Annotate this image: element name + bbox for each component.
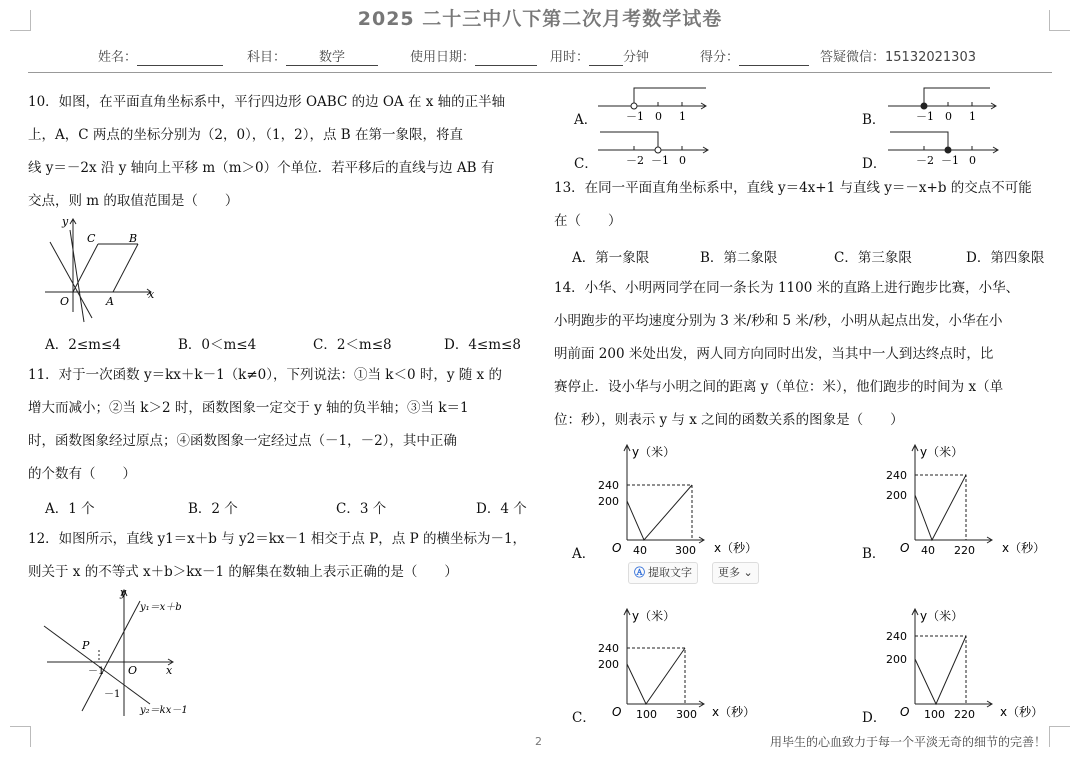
point-label-c: C <box>87 232 96 245</box>
numline-option-d <box>886 126 1006 168</box>
name-field: 姓名： <box>98 46 223 66</box>
question-line: 小明跑步的平均速度分别为 3 米/秒和 5 米/秒，小明从起点出发，小华在小 <box>554 313 1003 329</box>
point-label-a: A <box>106 295 114 308</box>
question-line: 则关于 x 的不等式 x＋b＞kx－1 的解集在数轴上表示正确的是（ ） <box>28 564 458 580</box>
q10-figure <box>40 212 170 324</box>
point-label-b: B <box>129 232 138 245</box>
question-10 <box>28 86 505 218</box>
q14-graph-d <box>880 602 1060 724</box>
q14-graph-d-label: D． <box>862 710 887 726</box>
q13-option-c: C．第三象限 <box>834 250 912 266</box>
q13-option-d: D．第四象限 <box>966 250 1045 266</box>
line1-label: y₁＝x＋b <box>140 602 182 613</box>
tick-label-240: 240 <box>886 630 907 643</box>
tick-label-x2: 220 <box>954 708 975 721</box>
tick-label: －1 <box>941 154 959 167</box>
axis-label-x: x（秒） <box>1000 705 1044 719</box>
origin-label: O <box>612 705 622 719</box>
tick-label: 0 <box>655 110 662 123</box>
tick-label-x2: 300 <box>675 544 696 557</box>
tick-label-x1: 40 <box>633 544 647 557</box>
q14-graph-a-label: A． <box>572 546 596 562</box>
q10-option-c: C．2＜m≤8 <box>313 337 392 353</box>
q10-option-b: B．0＜m≤4 <box>178 337 257 353</box>
tick-label: －2 <box>626 154 644 167</box>
question-line: 14．小华、小明两同学在同一条长为 1100 米的直路上进行跑步比赛，小华、 <box>554 280 1020 296</box>
q14-graph-c-label: C． <box>572 710 596 726</box>
q10-option-d: D．4≤m≤8 <box>444 337 521 353</box>
numline-option-a-label: A． <box>574 112 598 128</box>
origin-label: O <box>128 664 138 677</box>
question-line: 的个数有（ ） <box>28 466 136 482</box>
numline-option-b <box>886 84 1006 126</box>
question-line: 上，A，C 两点的坐标分别为（2，0），（1，2），点 B 在第一象限，将直 <box>28 127 463 143</box>
axis-label-x: x <box>148 288 155 301</box>
question-line: 10．如图，在平面直角坐标系中，平行四边形 OABC 的边 OA 在 x 轴的正半轴 <box>28 94 506 110</box>
score-field: 得分： <box>700 46 809 66</box>
tick-label-240: 240 <box>598 642 619 655</box>
q11-option-b: B．2 个 <box>188 501 238 517</box>
question-line: 在（ ） <box>554 213 622 229</box>
extract-text-button[interactable]: Ⓐ 提取文字 <box>628 562 698 584</box>
crop-mark <box>10 726 31 747</box>
q13-option-a: A．第一象限 <box>572 250 650 266</box>
tick-label-x2: 220 <box>954 544 975 557</box>
axis-label-x: x（秒） <box>712 705 756 719</box>
text-recognize-icon: Ⓐ <box>634 566 645 579</box>
tick-label: －2 <box>916 154 934 167</box>
q11-option-a: A．1 个 <box>45 501 95 517</box>
question-13 <box>554 172 1032 238</box>
numline-option-d-label: D． <box>862 156 887 172</box>
axis-label-x: x（秒） <box>1002 541 1046 555</box>
tick-label-x1: 100 <box>924 708 945 721</box>
axis-label-y: y（米） <box>632 445 676 459</box>
tick-label-200: 200 <box>598 658 619 671</box>
origin-label: O <box>60 295 70 308</box>
q14-graph-a <box>592 438 772 560</box>
tick-label: －1 <box>626 110 644 123</box>
tick-label-minus1-x: －1 <box>88 666 105 677</box>
q11-option-d: D．4 个 <box>476 501 527 517</box>
tick-label-x1: 40 <box>921 544 935 557</box>
numline-option-a <box>596 84 716 126</box>
axis-label-x: x（秒） <box>714 541 758 555</box>
numline-option-b-label: B． <box>862 112 886 128</box>
question-line: 13．在同一平面直角坐标系中，直线 y＝4x+1 与直线 y＝－x+b 的交点不可能 <box>554 180 1032 196</box>
origin-label: O <box>612 541 622 555</box>
axis-label-y: y <box>62 215 69 228</box>
tick-label: －1 <box>916 110 934 123</box>
q14-graph-b <box>880 438 1060 560</box>
question-12 <box>28 523 526 589</box>
tick-label-x2: 300 <box>676 708 697 721</box>
footer-motto: 用毕生的心血致力于每一个平淡无奇的细节的完善！ <box>769 735 1046 749</box>
q14-graph-c <box>592 602 772 724</box>
origin-label: O <box>900 541 910 555</box>
tick-label: 0 <box>679 154 686 167</box>
tick-label: 1 <box>969 110 976 123</box>
subject-field: 科目： 数学 <box>247 46 378 66</box>
tick-label-minus1-y: －1 <box>104 689 121 700</box>
numline-option-c-label: C． <box>574 156 598 172</box>
tick-label: －1 <box>651 154 669 167</box>
axis-label-y: y（米） <box>632 609 676 623</box>
tick-label-x1: 100 <box>636 708 657 721</box>
q11-option-c: C．3 个 <box>336 501 387 517</box>
tick-label-200: 200 <box>886 489 907 502</box>
time-field: 用时： 分钟 <box>550 50 650 65</box>
question-line: 12．如图所示，直线 y1＝x＋b 与 y2＝kx－1 相交于点 P，点 P 的横坐标为－1， <box>28 531 527 547</box>
axis-label-y: y（米） <box>920 609 964 623</box>
tick-label-200: 200 <box>598 495 619 508</box>
axis-label-y: y <box>120 586 127 599</box>
question-line: 交点，则 m 的取值范围是（ ） <box>28 193 239 209</box>
q14-graph-b-label: B． <box>862 546 886 562</box>
q12-figure <box>42 586 212 720</box>
question-14 <box>554 272 1019 437</box>
tick-label-240: 240 <box>598 479 619 492</box>
tick-label: 0 <box>969 154 976 167</box>
more-button[interactable]: 更多 ⌄ <box>712 562 759 584</box>
q10-option-a: A．2≤m≤4 <box>45 337 121 353</box>
tick-label-240: 240 <box>886 469 907 482</box>
page-number: 2 <box>535 735 542 748</box>
header-divider <box>28 72 1052 73</box>
q13-option-b: B．第二象限 <box>700 250 778 266</box>
axis-label-y: y（米） <box>920 445 964 459</box>
origin-label: O <box>900 705 910 719</box>
question-line: 明前面 200 米处出发，两人同方向同时出发，当其中一人到达终点时，比 <box>554 346 994 362</box>
question-line: 位：秒），则表示 y 与 x 之间的函数关系的图象是（ ） <box>554 412 904 428</box>
point-label-p: P <box>82 639 90 652</box>
page-title: 2025 二十三中八下第二次月考数学试卷 <box>357 8 723 30</box>
question-line: 时，函数图象经过原点；④函数图象一定经过点（－1，－2），其中正确 <box>28 433 457 449</box>
date-field: 使用日期： <box>410 46 537 66</box>
crop-mark <box>1049 726 1070 747</box>
numline-option-c <box>596 126 716 168</box>
tick-label-200: 200 <box>886 653 907 666</box>
chevron-down-icon: ⌄ <box>740 566 753 579</box>
contact-info: 答疑微信：15132021303 <box>820 50 976 65</box>
tick-label: 1 <box>679 110 686 123</box>
question-line: 赛停止．设小华与小明之间的距离 y（单位：米），他们跑步的时间为 x（单 <box>554 379 1004 395</box>
tick-label: 0 <box>945 110 952 123</box>
question-line: 增大而减小；②当 k＞2 时，函数图象一定交于 y 轴的负半轴；③当 k＝1 <box>28 400 469 416</box>
question-line: 线 y＝－2x 沿 y 轴向上平移 m（m＞0）个单位．若平移后的直线与边 AB 有 <box>28 160 495 176</box>
line2-label: y₂＝kx－1 <box>140 705 188 716</box>
question-line: 11．对于一次函数 y＝kx＋k－1（k≠0），下列说法：①当 k＜0 时，y 随 x 的 <box>28 367 502 383</box>
question-11 <box>28 359 502 491</box>
axis-label-x: x <box>166 664 173 677</box>
